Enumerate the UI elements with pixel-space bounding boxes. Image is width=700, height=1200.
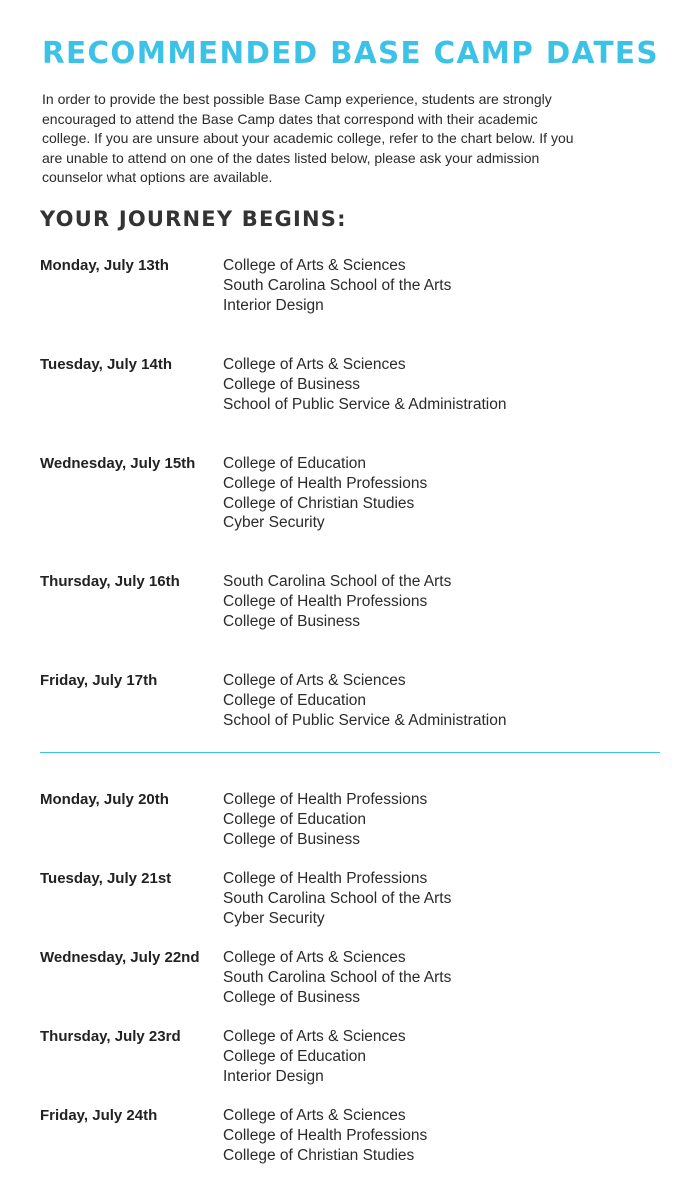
date-label: Friday, July 24th — [40, 1107, 158, 1124]
date-label: Wednesday, July 15th — [40, 455, 196, 472]
college-list — [223, 1027, 406, 1086]
date-label: Thursday, July 23rd — [40, 1028, 181, 1045]
college-item: South Carolina School of the Arts — [223, 889, 452, 907]
college-item: College of Health Professions — [223, 870, 428, 887]
college-item: College of Business — [223, 988, 360, 1006]
section-heading: YOUR JOURNEY BEGINS: — [40, 207, 347, 231]
college-item: College of Business — [223, 612, 360, 630]
college-list — [223, 256, 451, 315]
college-item: College of Education — [223, 810, 367, 828]
college-item: College of Health Professions — [223, 1126, 428, 1144]
college-item: College of Business — [223, 375, 360, 393]
college-item: Cyber Security — [223, 514, 325, 532]
date-label: Friday, July 17th — [40, 672, 158, 689]
college-item: College of Arts & Sciences — [223, 949, 406, 966]
college-list — [223, 572, 451, 631]
week-divider — [40, 752, 660, 753]
date-label: Tuesday, July 14th — [40, 356, 172, 373]
date-label: Tuesday, July 21st — [40, 870, 172, 887]
college-item: School of Public Service & Administration — [223, 395, 507, 413]
college-list — [223, 454, 427, 533]
college-item: College of Arts & Sciences — [223, 1107, 406, 1124]
date-label: Wednesday, July 22nd — [40, 949, 200, 966]
date-label: Thursday, July 16th — [40, 573, 180, 590]
date-label: Monday, July 20th — [40, 791, 169, 808]
college-item: Cyber Security — [223, 909, 325, 927]
college-list — [223, 790, 427, 849]
college-item: School of Public Service & Administration — [223, 711, 507, 729]
college-item: South Carolina School of the Arts — [223, 573, 452, 590]
college-item: South Carolina School of the Arts — [223, 276, 452, 294]
college-item: College of Christian Studies — [223, 1146, 415, 1164]
college-list — [223, 355, 506, 414]
date-label: Monday, July 13th — [40, 257, 169, 274]
page-title: RECOMMENDED BASE CAMP DATES — [42, 36, 659, 71]
college-item: South Carolina School of the Arts — [223, 968, 452, 986]
college-item: College of Arts & Sciences — [223, 257, 406, 274]
college-item: College of Health Professions — [223, 791, 428, 808]
college-item: College of Arts & Sciences — [223, 356, 406, 373]
college-item: College of Business — [223, 830, 360, 848]
college-list — [223, 671, 506, 730]
intro-paragraph: In order to provide the best possible Base Camp experience, students are strongly encouraged to attend the Base Camp dates that correspond with their academic college. If you are unsure about your academic college, refer to the chart below. If you are unable to attend on one of the dates listed below, please ask your admission counselor what options are available. — [42, 91, 574, 186]
college-item: College of Education — [223, 691, 367, 709]
college-list — [223, 948, 451, 1007]
college-item: College of Education — [223, 455, 367, 472]
college-list — [223, 1106, 427, 1165]
college-item: College of Arts & Sciences — [223, 672, 406, 689]
college-item: College of Health Professions — [223, 592, 428, 610]
college-item: College of Health Professions — [223, 474, 428, 492]
college-item: College of Christian Studies — [223, 494, 415, 512]
college-item: College of Education — [223, 1047, 367, 1065]
college-list — [223, 869, 451, 928]
college-item: Interior Design — [223, 1067, 324, 1085]
college-item: Interior Design — [223, 296, 324, 314]
college-item: College of Arts & Sciences — [223, 1028, 406, 1045]
